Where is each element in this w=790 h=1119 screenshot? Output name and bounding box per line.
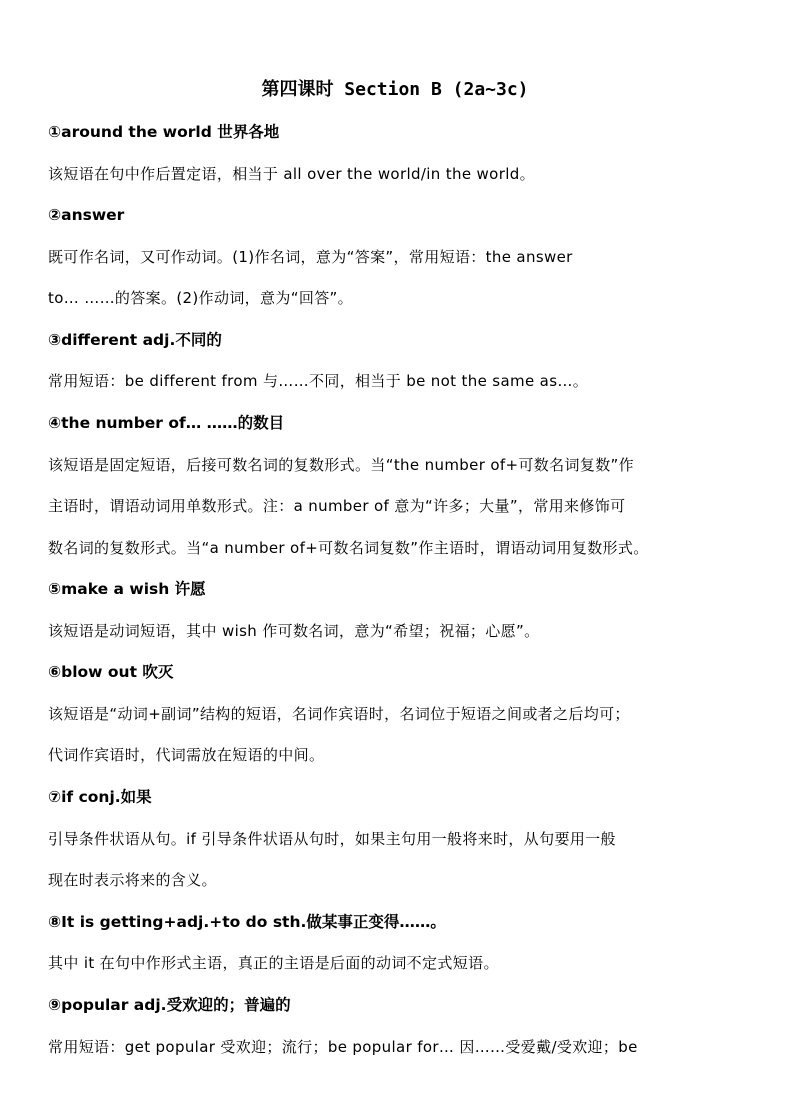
note-heading-8: ⑧It is getting+adj.+to do sth.做某事正变得……。	[48, 913, 446, 931]
note-body-line: 引导条件状语从句。if 引导条件状语从句时，如果主句用一般将来时，从句要用一般	[48, 830, 616, 848]
note-body-line: 现在时表示将来的含义。	[48, 871, 217, 889]
note-body-line: 代词作宾语时，代词需放在短语的中间。	[48, 746, 325, 764]
note-body-line: 常用短语：get popular 受欢迎；流行；be popular for… 因……受爱戴/受欢迎；be	[48, 1038, 638, 1056]
note-body-line: 常用短语：be different from 与……不同，相当于 be not the same as…。	[48, 372, 589, 390]
note-body-line: 该短语是“动词+副词”结构的短语，名词作宾语时，名词位于短语之间或者之后均可；	[48, 705, 630, 723]
note-body-line: 主语时，谓语动词用单数形式。注：a number of 意为“许多；大量”，常用来修饰可	[48, 497, 626, 515]
note-heading-5: ⑤make a wish 许愿	[48, 580, 206, 598]
note-heading-6: ⑥blow out 吹灭	[48, 663, 174, 681]
note-heading-1: ①around the world 世界各地	[48, 123, 280, 141]
page-title: 第四课时 Section B (2a~3c)	[261, 79, 529, 100]
note-body-line: 其中 it 在句中作形式主语，真正的主语是后面的动词不定式短语。	[48, 954, 499, 972]
note-body-line: 数名词的复数形式。当“a number of+可数名词复数”作主语时，谓语动词用复数形式。	[48, 539, 649, 557]
note-heading-4: ④the number of… ……的数目	[48, 414, 285, 432]
note-heading-7: ⑦if conj.如果	[48, 788, 152, 806]
note-body-line: 该短语在句中作后置定语，相当于 all over the world/in the world。	[48, 165, 535, 183]
note-heading-3: ③different adj.不同的	[48, 331, 222, 349]
note-heading-2: ②answer	[48, 206, 125, 224]
note-body-line: to… ……的答案。(2)作动词，意为“回答”。	[48, 289, 354, 307]
note-body-line: 该短语是固定短语，后接可数名词的复数形式。当“the number of+可数名词复数”作	[48, 456, 635, 474]
note-heading-9: ⑨popular adj.受欢迎的；普遍的	[48, 996, 291, 1014]
note-body-line: 既可作名词，又可作动词。(1)作名词，意为“答案”，常用短语：the answer	[48, 248, 573, 266]
note-body-line: 该短语是动词短语，其中 wish 作可数名词，意为“希望；祝福；心愿”。	[48, 622, 540, 640]
